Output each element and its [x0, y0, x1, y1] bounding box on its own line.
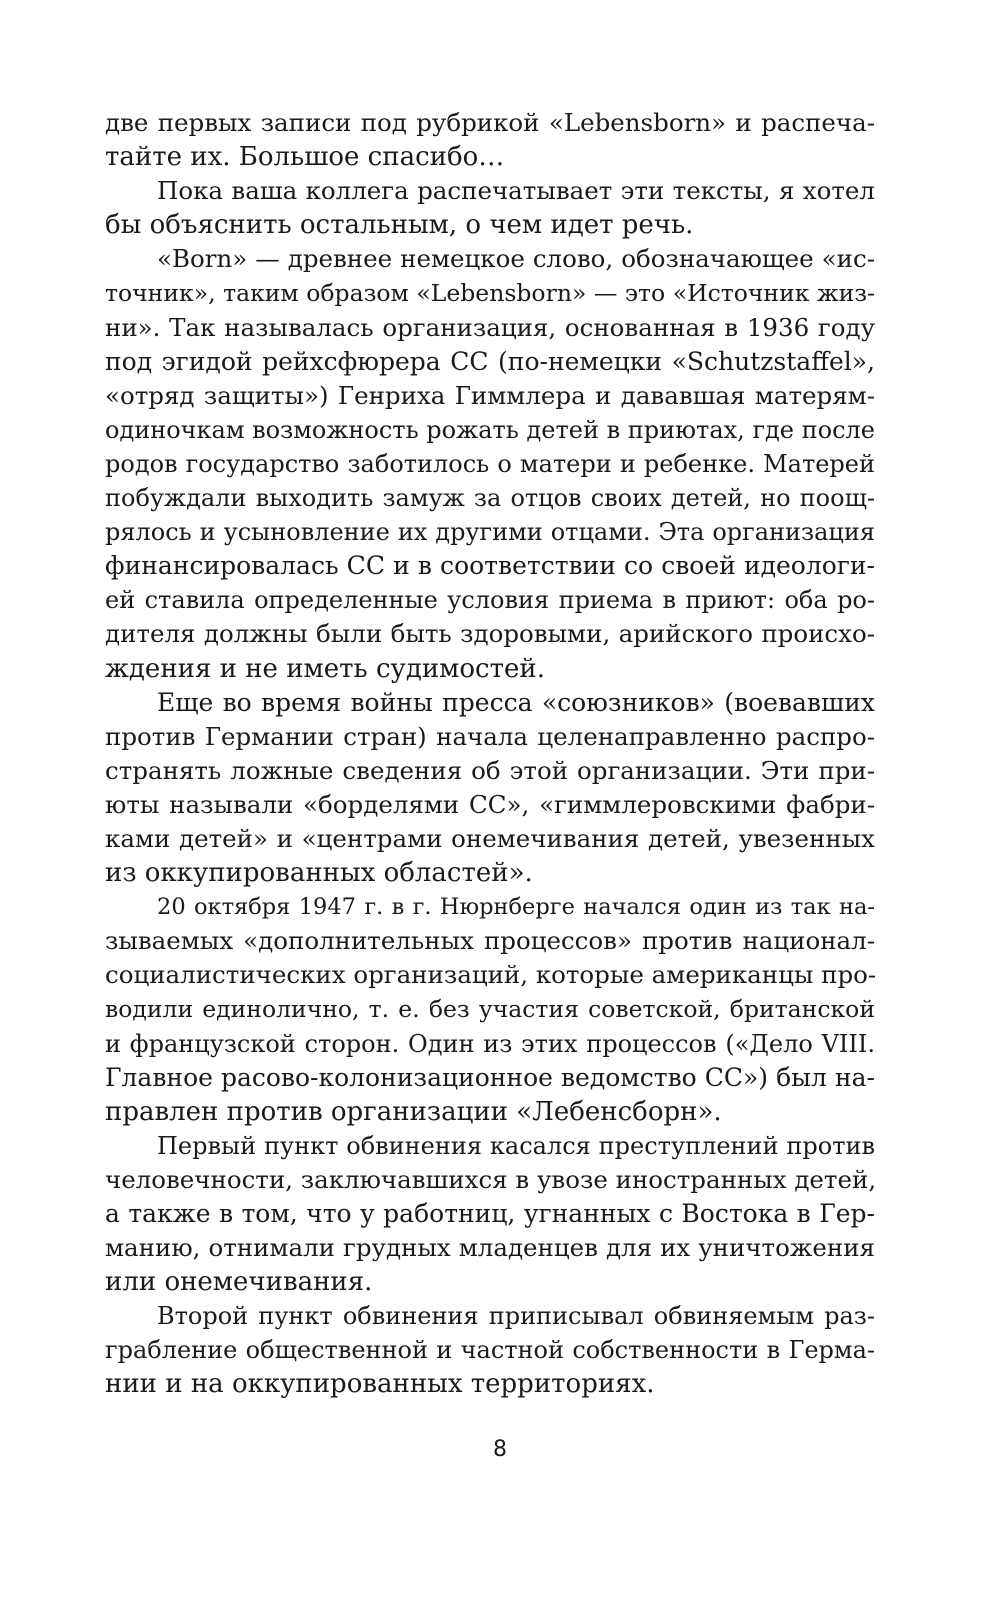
paragraph — [105, 174, 875, 242]
page-number: 8 — [493, 1437, 507, 1462]
text-line: под эгидой рейхсфюрера СС (по-немецки «Schutzstaffel», — [105, 346, 875, 376]
text-line: Первый пункт обвинения касался преступлений против — [157, 1131, 875, 1160]
text-line: родов государство заботилось о матери и ребенке. Матерей — [105, 449, 875, 478]
text-line: одиночкам возможность рожать детей в приютах, где после — [105, 415, 875, 444]
text-line: водили единолично, т. е. без участия советской, британской — [105, 995, 875, 1024]
text-line: две первых записи под рубрикой «Lebensborn» и распеча- — [105, 108, 875, 137]
text-line: из оккупированных областей». — [105, 858, 533, 889]
text-line: грабление общественной и частной собственности в Герма- — [105, 1336, 875, 1365]
paragraph — [105, 686, 875, 891]
paragraph — [105, 1299, 875, 1401]
text-line: человечности, заключавшихся в увозе иностранных детей, — [105, 1164, 877, 1194]
text-line: точник», таким образом «Lebensborn» — это «Источник жиз- — [105, 279, 875, 308]
text-line: зываемых «дополнительных процессов» против национал- — [105, 926, 875, 956]
text-line: Еще во время войны пресса «союзников» (воевавших — [157, 687, 875, 717]
text-line: нии и на оккупированных территориях. — [105, 1369, 655, 1400]
text-line: Пока ваша коллега распечатывает эти тексты, я хотел — [157, 176, 875, 206]
text-line: ждения и не иметь судимостей. — [105, 653, 545, 684]
text-line: юты называли «борделями СС», «гиммлеровскими фабри- — [105, 789, 875, 819]
text-line: рялось и усыновление их другими отцами. Эта организация — [105, 518, 875, 547]
text-line: тайте их. Большое спасибо… — [105, 142, 505, 173]
text-line: Второй пункт обвинения приписывал обвиняемым раз- — [157, 1302, 875, 1331]
text-line: ни». Так называлась организация, основанная в 1936 году — [105, 312, 875, 342]
text-line: манию, отнимали грудных младенцев для их уничтожения — [105, 1233, 875, 1263]
paragraph — [105, 890, 875, 1129]
text-line: 20 октября 1947 г. в г. Нюрнберге начался один из так на- — [157, 894, 875, 921]
paragraph — [105, 106, 875, 174]
text-line: Главное расово-колонизационное ведомство СС») был на- — [105, 1062, 875, 1092]
text-line: дителя должны были быть здоровыми, арийского происхо- — [105, 619, 875, 649]
text-line: ей ставила определенные условия приема в приют: оба ро- — [105, 586, 875, 615]
text-line: ками детей» и «центрами онемечивания детей, увезенных — [105, 823, 875, 853]
text-line: побуждали выходить замуж за отцов своих детей, но поощ- — [105, 484, 875, 513]
text-line: социалистических организаций, которые американцы про- — [105, 960, 877, 990]
text-line: а также в том, что у работниц, угнанных с Востока в Гер- — [105, 1199, 875, 1228]
text-line: странять ложные сведения об этой организации. Эти при- — [105, 755, 875, 785]
page-body — [105, 106, 875, 1402]
text-line: против Германии стран) начала целенаправленно распро- — [105, 721, 875, 751]
text-line: правлен против организации «Лебенсборн». — [105, 1096, 722, 1127]
text-line: «Born» — древнее немецкое слово, обозначающее «ис- — [157, 244, 875, 274]
text-line: бы объяснить остальным, о чем идет речь. — [105, 210, 694, 241]
paragraph — [105, 242, 875, 685]
text-line: и французской сторон. Один из этих процессов («Дело VIII. — [105, 1029, 875, 1058]
paragraph — [105, 1129, 875, 1299]
text-line: «отряд защиты») Генриха Гиммлера и дававшая матерям- — [105, 380, 875, 410]
text-line: финансировалась СС и в соответствии со своей идеологи- — [105, 551, 875, 581]
text-line: или онемечивания. — [105, 1267, 373, 1298]
